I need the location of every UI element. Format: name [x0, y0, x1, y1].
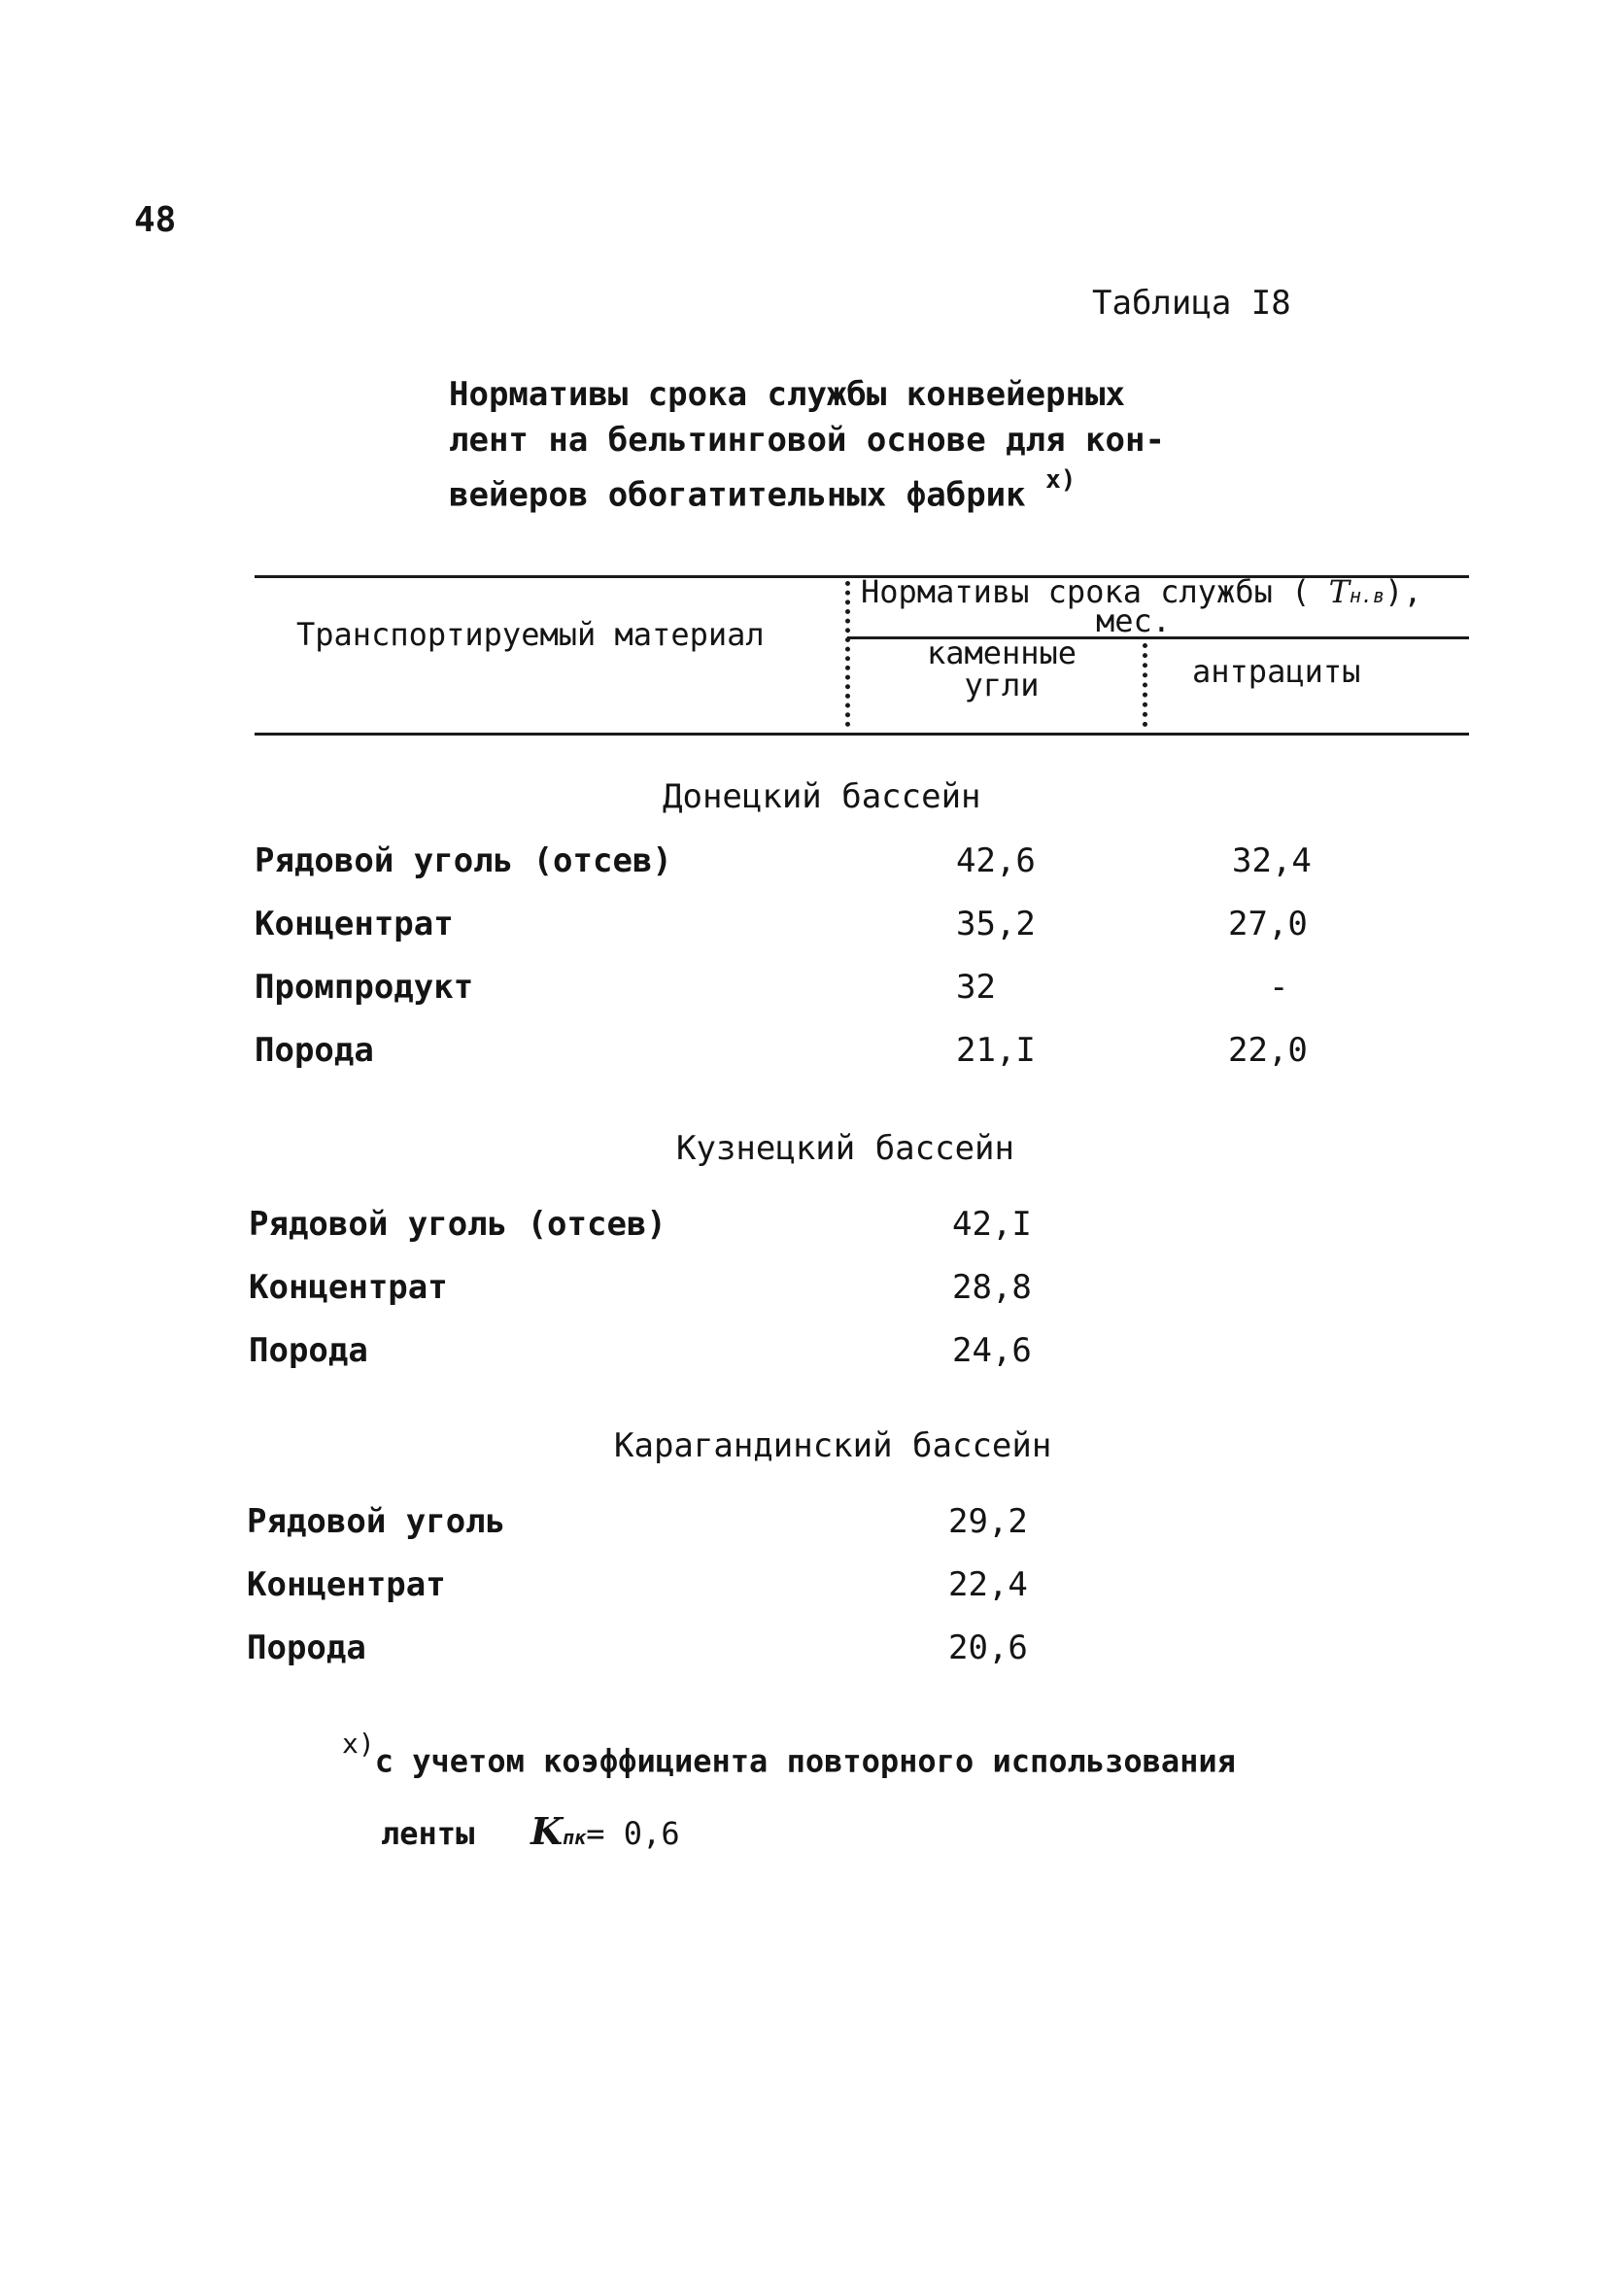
row-anthracite-value: 27,0	[1228, 905, 1308, 943]
header-divider-2	[1143, 643, 1147, 727]
table-label: Таблица I8	[1092, 284, 1291, 323]
row-material: Концентрат	[247, 1565, 446, 1604]
header-divider-1	[845, 581, 850, 727]
title-line-3-text: вейеров обогатительных фабрик	[449, 475, 1026, 515]
row-hard-coal-value: 42,6	[956, 841, 1036, 880]
section-title-kuznetsk: Кузнецкий бассейн	[676, 1129, 1014, 1168]
title-note-mark: x)	[1045, 465, 1077, 495]
header-bottom-rule	[255, 733, 1469, 736]
coefficient-symbol: K	[530, 1809, 564, 1853]
row-hard-coal-value: 21,I	[956, 1031, 1036, 1070]
coefficient-value: = 0,6	[586, 1815, 680, 1852]
header-norms-unit: мес.	[1096, 602, 1172, 639]
header-hard-coal: каменные угли	[926, 634, 1077, 703]
row-material: Порода	[249, 1331, 368, 1370]
row-hard-coal-value: 29,2	[948, 1502, 1028, 1541]
row-hard-coal-value: 35,2	[956, 905, 1036, 943]
row-material: Рядовой уголь (отсев)	[255, 841, 672, 880]
footnote-text: с учетом коэффициента повторного использования	[374, 1742, 1236, 1780]
coefficient-subscript: пк	[563, 1826, 587, 1849]
header-norms-suffix: ),	[1385, 573, 1422, 610]
row-material: Рядовой уголь	[247, 1502, 506, 1541]
header-norms-symbol: T	[1328, 573, 1350, 610]
section-title-donetsk: Донецкий бассейн	[663, 777, 981, 816]
row-material: Порода	[255, 1031, 374, 1070]
row-material: Рядовой уголь (отсев)	[249, 1205, 667, 1244]
row-anthracite-value: 22,0	[1228, 1031, 1308, 1070]
row-hard-coal-value: 28,8	[952, 1268, 1032, 1307]
row-hard-coal-value: 24,6	[952, 1331, 1032, 1370]
title-line-3	[449, 463, 1165, 518]
section-title-karaganda: Карагандинский бассейн	[614, 1426, 1052, 1465]
row-material: Концентрат	[249, 1268, 448, 1307]
footnote-line-1	[342, 1728, 1236, 1780]
row-material: Порода	[247, 1628, 366, 1667]
row-hard-coal-value: 42,I	[952, 1205, 1032, 1244]
footnote-ribbon-word: ленты	[381, 1815, 475, 1852]
header-material: Транспортируемый материал	[296, 616, 765, 653]
page-number: 48	[134, 200, 177, 240]
row-anthracite-value: -	[1269, 968, 1289, 1007]
footnote-mark: x)	[342, 1728, 375, 1760]
row-hard-coal-value: 20,6	[948, 1628, 1028, 1667]
row-anthracite-value: 32,4	[1232, 841, 1312, 880]
row-material: Промпродукт	[255, 968, 474, 1007]
header-norms-subscript: н.в	[1349, 584, 1385, 607]
title-line-2: лент на бельтинговой основе для кон-	[449, 421, 1165, 460]
footnote-line-2	[381, 1809, 680, 1853]
row-hard-coal-value: 22,4	[948, 1565, 1028, 1604]
header-norms-prefix: Нормативы срока службы (	[861, 573, 1311, 610]
table-title	[449, 372, 1165, 518]
row-hard-coal-value: 32	[956, 968, 996, 1007]
title-line-1: Нормативы срока службы конвейерных	[449, 375, 1125, 414]
header-anthracite: антрациты	[1192, 653, 1361, 690]
row-material: Концентрат	[255, 905, 454, 943]
